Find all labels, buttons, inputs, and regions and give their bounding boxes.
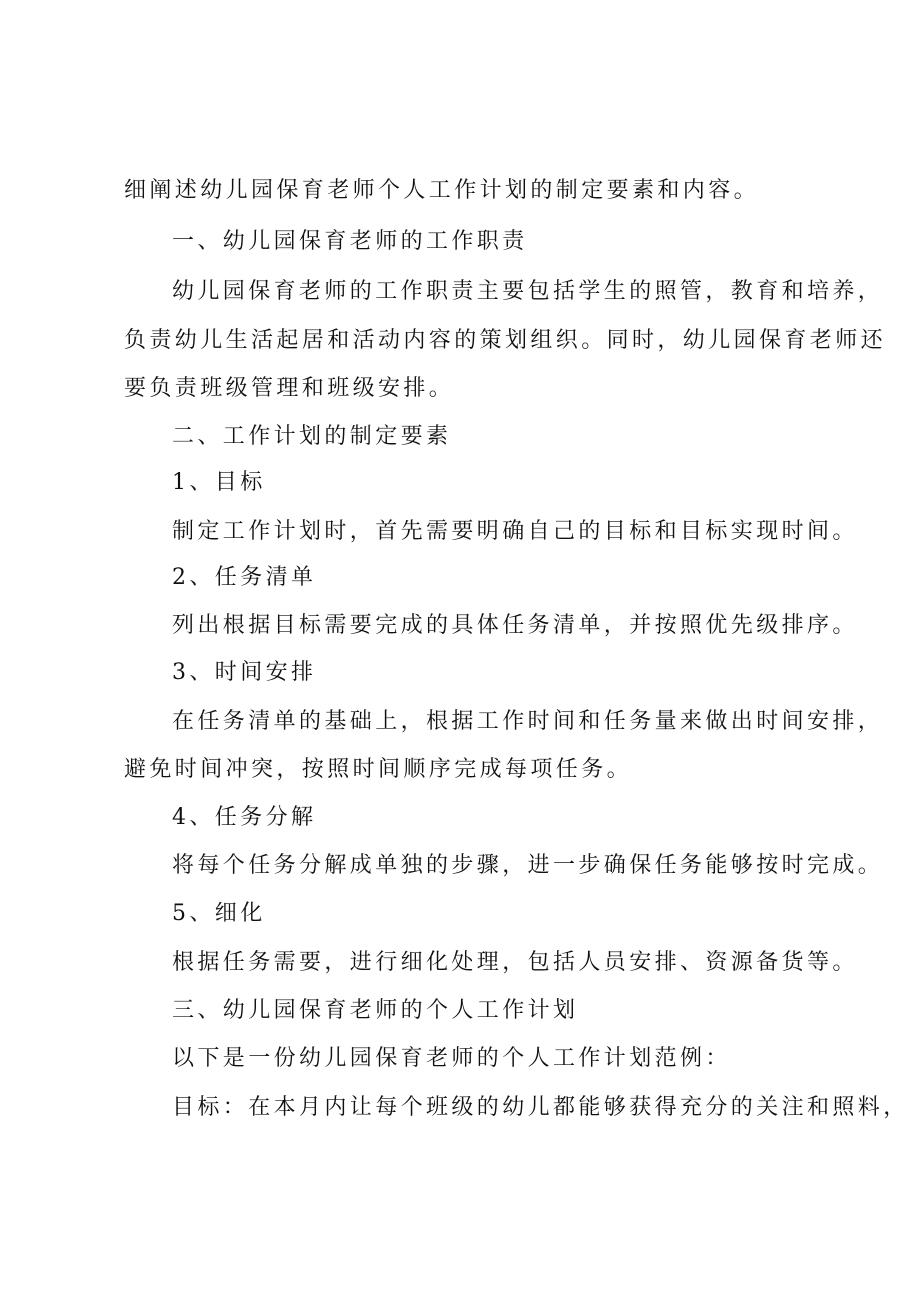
paragraph-line: 制定工作计划时，首先需要明确自己的目标和目标实现时间。 xyxy=(172,519,858,544)
section-heading: 三、幼儿园保育老师的个人工作计划 xyxy=(172,998,579,1023)
paragraph-line: 在任务清单的基础上，根据工作时间和任务量来做出时间安排， xyxy=(172,709,884,734)
paragraph-line: 要负责班级管理和班级安排。 xyxy=(124,376,455,401)
section-heading: 二、工作计划的制定要素 xyxy=(172,424,452,449)
subsection-heading: 4、任务分解 xyxy=(172,805,317,830)
subsection-heading: 2、任务清单 xyxy=(172,565,317,590)
paragraph-line: 根据任务需要，进行细化处理，包括人员安排、资源备货等。 xyxy=(172,950,858,975)
subsection-heading: 3、时间安排 xyxy=(172,660,317,685)
paragraph-line: 负责幼儿生活起居和活动内容的策划组织。同时，幼儿园保育老师还 xyxy=(124,328,887,353)
section-heading: 一、幼儿园保育老师的工作职责 xyxy=(172,229,528,254)
paragraph-line: 幼儿园保育老师的工作职责主要包括学生的照管，教育和培养， xyxy=(172,279,884,304)
paragraph-line: 避免时间冲突，按照时间顺序完成每项任务。 xyxy=(124,757,633,782)
paragraph-line: 细阐述幼儿园保育老师个人工作计划的制定要素和内容。 xyxy=(124,178,760,203)
paragraph-line: 列出根据目标需要完成的具体任务清单，并按照优先级排序。 xyxy=(172,613,858,638)
subsection-heading: 1、目标 xyxy=(172,470,266,495)
subsection-heading: 5、细化 xyxy=(172,901,266,926)
paragraph-line: 目标：在本月内让每个班级的幼儿都能够获得充分的关注和照料， xyxy=(172,1095,909,1120)
paragraph-line: 以下是一份幼儿园保育老师的个人工作计划范例： xyxy=(172,1046,731,1071)
paragraph-line: 将每个任务分解成单独的步骤，进一步确保任务能够按时完成。 xyxy=(172,853,884,878)
